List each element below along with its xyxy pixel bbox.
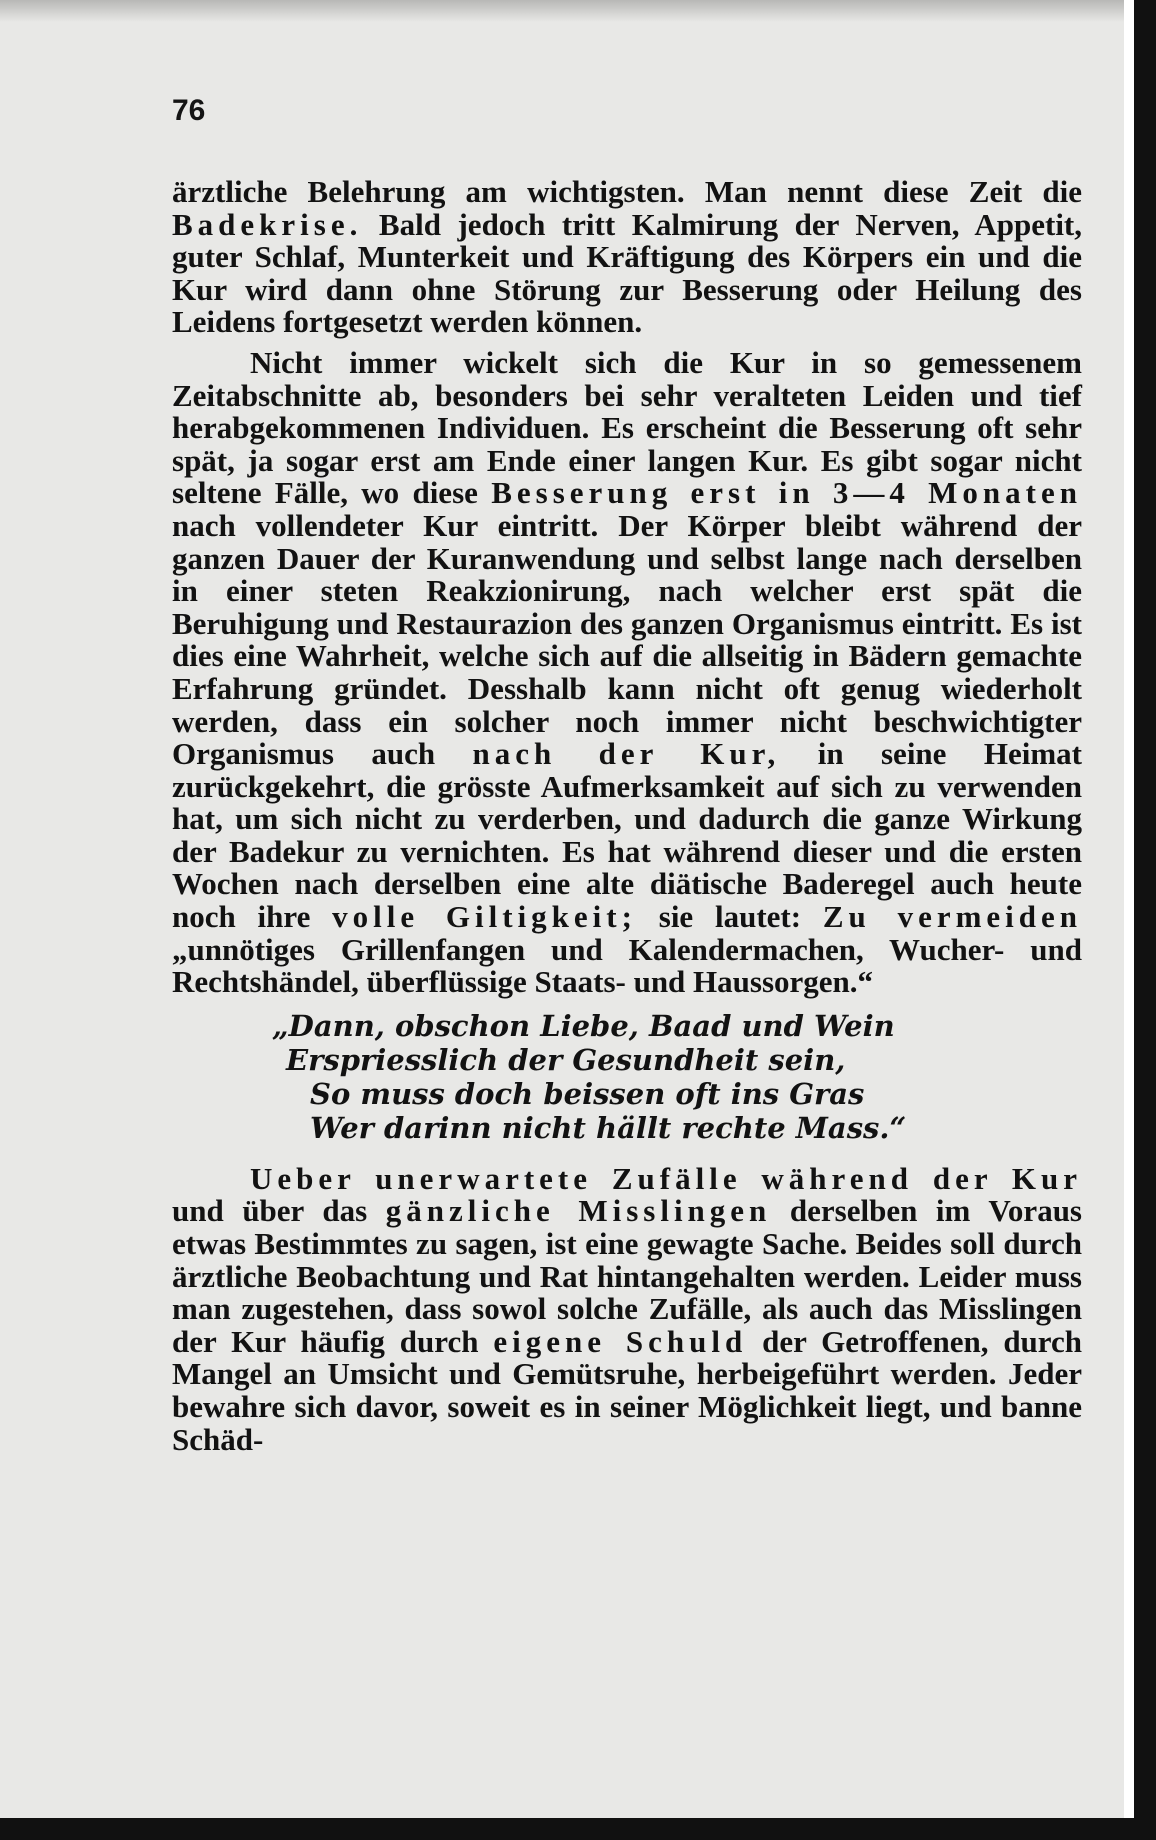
paragraph-2 (172, 344, 1083, 1000)
page-body (172, 176, 1082, 1456)
emphasis-volle-giltigkeit: volle Giltigkeit; (332, 899, 637, 935)
paragraph-2-part-b: nach vollendeter Kur eintritt. Der Körper bleibt während der ganzen Dauer der Kuranwendung und selbst lange nach derselben in einer steten Reakzionirung, nach welcher erst spät die Beruhigung und Restaurazion des ganzen Organismus eintritt. Es ist dies eine Wahrheit, welche sich auf die allseitig in Bädern gemachte Erfahrung gründet. Desshalb kann nicht oft genug wiederholt werden, dass ein solcher noch immer nicht beschwichtigter Organismus auch (172, 507, 1082, 772)
paragraph-3-part-c: der Getroffenen, durch Mangel an Umsicht und Gemütsruhe, herbeigeführt werden. Jeder bewahre sich davor, soweit es in seiner Möglichkeit liegt, und banne Schäd- (172, 1323, 1082, 1457)
paragraph-3-part-a: und über das (172, 1193, 368, 1229)
verse-line-2: Erspriesslich der Gesundheit sein, (286, 1042, 846, 1077)
scan-border-right (1134, 0, 1156, 1840)
paragraph-3-part-b: derselben im Voraus etwas Bestimmtes zu sagen, ist eine gewagte Sache. Beides soll durch ärztliche Beobachtung und Rat hintangehalten werden. Leider muss man zugestehen, dass sowol solche Zufälle, als auch das Misslingen der Kur häufig durch (172, 1193, 1082, 1359)
page-edge-white (1124, 0, 1134, 1818)
emphasis-zu-vermeiden: Zu vermeiden (822, 899, 1083, 935)
paragraph-2-part-d: sie lautet: (658, 899, 802, 935)
paragraph-1-start: ärztliche Belehrung am wichtigsten. Man nennt diese Zeit die (172, 174, 1082, 209)
verse-line-3: So muss doch beissen oft ins Gras (310, 1076, 865, 1111)
paragraph-2-part-a: Nicht immer wickelt sich die Kur in so gemessenem Zeitabschnitte ab, besonders bei sehr veralteten Leiden und tief herabgekommenen Individuen. Es erscheint die Besserung oft sehr spät, ja sogar erst am Ende einer langen Kur. Es gibt sogar nicht seltene Fälle, wo diese (172, 344, 1082, 511)
emphasis-badekrise: Badekrise. (172, 206, 363, 242)
page-number: 76 (172, 94, 206, 127)
paragraph-1 (172, 176, 1082, 339)
paragraph-2-part-c: in seine Heimat zurückgekehrt, die grösste Aufmerksamkeit auf sich zu verwenden hat, um sich nicht zu verderben, und dadurch die ganze Wirkung der Badekur zu vernichten. Es hat während dieser und die ersten Wochen nach derselben eine alte diätische Baderegel auch heute noch ihre (172, 736, 1082, 935)
emphasis-nach-der-kur: nach der Kur, (472, 736, 781, 772)
emphasis-unerwartete-zufaelle: Ueber unerwartete Zufälle während der Kur (250, 1160, 1082, 1196)
verse-line-1: „Dann, obschon Liebe, Baad und Wein (272, 1008, 895, 1043)
verse-line-4: Wer darinn nicht hällt rechte Mass.“ (310, 1110, 907, 1145)
verse-quotation (172, 1009, 1082, 1145)
scan-shadow (0, 0, 1124, 22)
emphasis-gaenzliche-misslingen: gänzliche Misslingen (385, 1193, 772, 1229)
paragraph-2-part-e: „unnötiges Grillenfangen und Kalendermachen, Wucher- und Rechtshändel, überflüssige Staats- und Haussorgen.“ (172, 931, 1082, 1000)
paragraph-3 (172, 1160, 1082, 1457)
scan-border-bottom (0, 1818, 1134, 1840)
emphasis-eigene-schuld: eigene Schuld (493, 1323, 748, 1359)
emphasis-besserung: Besserung erst in 3—4 Monaten (491, 475, 1082, 511)
paragraph-1-end: Bald jedoch tritt Kalmirung der Nerven, Appetit, guter Schlaf, Munterkeit und Kräftigung des Körpers ein und die Kur wird dann ohne Störung zur Besserung oder Heilung des Leidens fortgesetzt werden können. (172, 206, 1083, 340)
